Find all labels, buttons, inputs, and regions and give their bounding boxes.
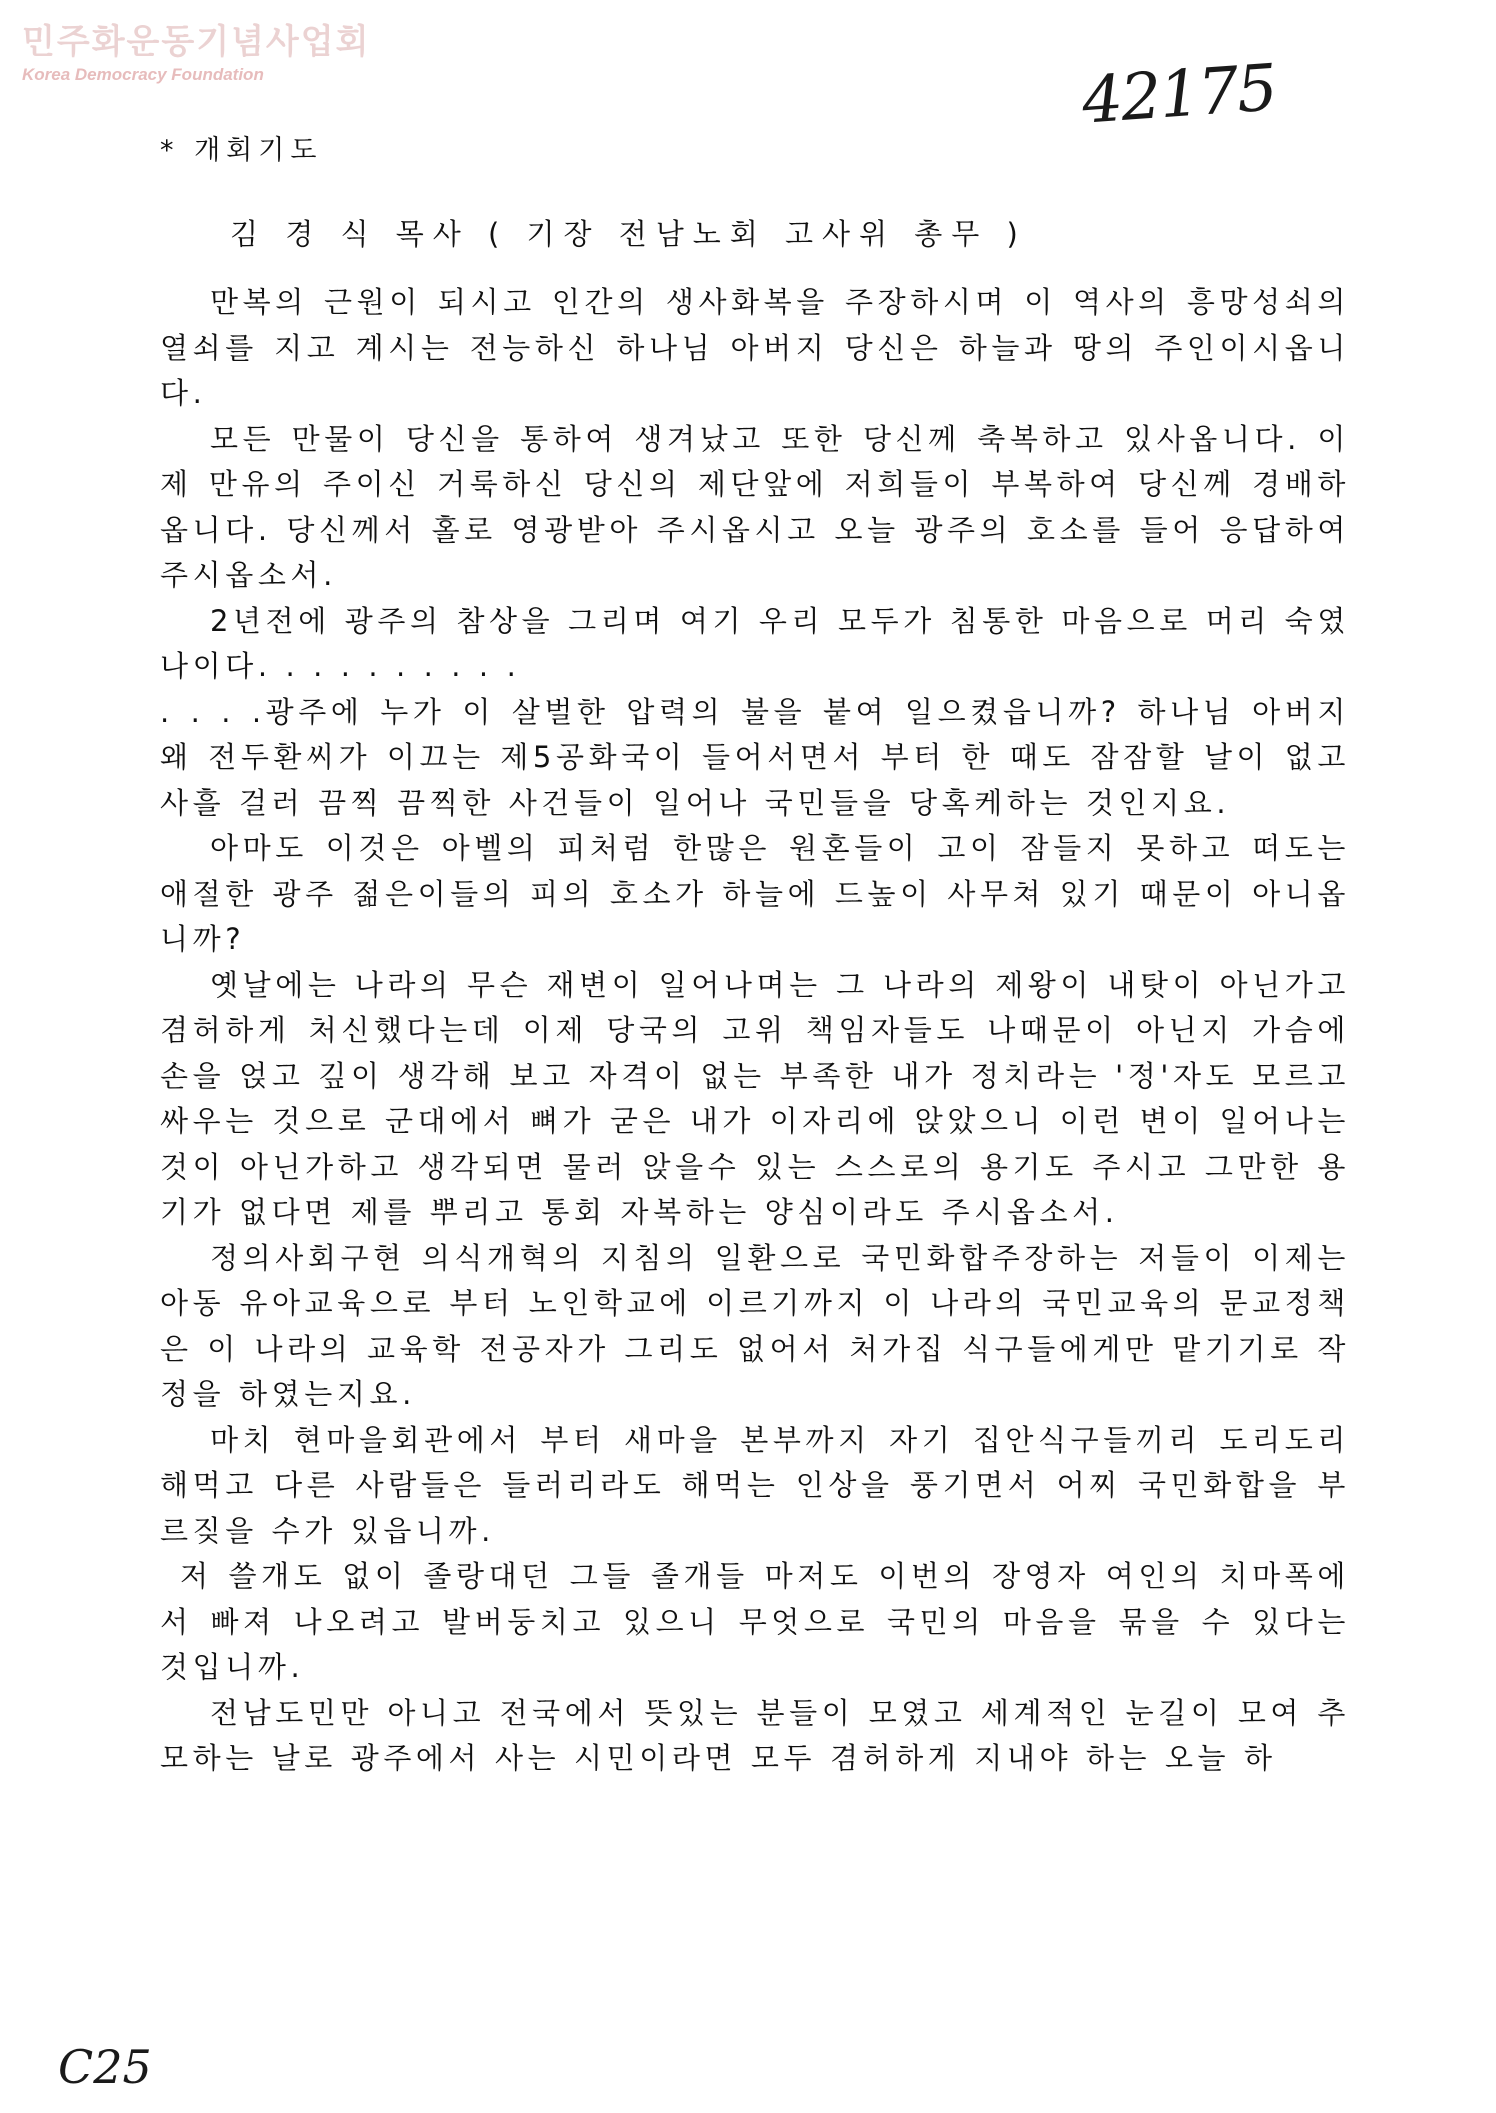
foundation-watermark [22, 22, 370, 86]
document-header [160, 128, 1027, 253]
prayer-body [160, 280, 1350, 1782]
paragraph: 아마도 이것은 아벨의 피처럼 한많은 원혼들이 고이 잠들지 못하고 떠도는 애절한 광주 젊은이들의 피의 호소가 하늘에 드높이 사무쳐 있기 때문이 아니옵니까? [160, 831, 1350, 956]
paragraph: 마치 현마을회관에서 부터 새마을 본부까지 자기 집안식구들끼리 도리도리 해먹고 다른 사람들은 들러리라도 해먹는 인상을 풍기면서 어찌 국민화합을 부르짖을 수가 있읍니까. [160, 1422, 1350, 1548]
paragraph: . . . .광주에 누가 이 살벌한 압력의 불을 붙여 일으켰읍니까? 하나님 아버지 왜 전두환씨가 이끄는 제5공화국이 들어서면서 부터 한 때도 잠잠할 날이 없고 사흘 걸러 끔찍 끔찍한 사건들이 일어나 국민들을 당혹케하는 것인지요. [160, 694, 1350, 820]
speaker-byline: 김 경 식 목사 ( 기장 전남노회 고사위 총무 ) [230, 217, 1027, 251]
paragraph: 전남도민만 아니고 전국에서 뜻있는 분들이 모였고 세계적인 눈길이 모여 추모하는 날로 광주에서 사는 시민이라면 모두 겸허하게 지내야 하는 오늘 하 [160, 1695, 1350, 1775]
handwritten-document-number: 42175 [1080, 51, 1279, 139]
paragraph: 옛날에는 나라의 무슨 재변이 일어나며는 그 나라의 제왕이 내탓이 아닌가고 겸허하게 처신했다는데 이제 당국의 고위 책임자들도 나때문이 아닌지 가슴에 손을 얹고 깊이 생각해 보고 자격이 없는 부족한 내가 정치라는 '정'자도 모르고 싸우는 것으로 군대에서 뼈가 굳은 내가 이자리에 앉았으니 이런 변이 일어나는 것이 아닌가하고 생각되면 물러 앉을수 있는 스스로의 용기도 주시고 그만한 용기가 없다면 제를 뿌리고 통회 자복하는 양심이라도 주시옵소서. [160, 967, 1350, 1229]
section-title: * 개회기도 [160, 135, 323, 166]
paragraph: 저 쓸개도 없이 졸랑대던 그들 졸개들 마저도 이번의 장영자 여인의 치마폭에서 빠져 나오려고 발버둥치고 있으니 무엇으로 국민의 마음을 묶을 수 있다는 것입니까. [160, 1559, 1350, 1684]
paragraph: 2년전에 광주의 참상을 그리며 여기 우리 모두가 침통한 마음으로 머리 숙였나이다. . . . . . . . . . [160, 603, 1350, 683]
watermark-korean: 민주화운동기념사업회 [22, 22, 371, 62]
handwritten-page-mark: C25 [58, 2040, 152, 2094]
watermark-english: Korea Democracy Foundation [22, 65, 264, 84]
paragraph: 정의사회구현 의식개혁의 지침의 일환으로 국민화합주장하는 저들이 이제는 아동 유아교육으로 부터 노인학교에 이르기까지 이 나라의 국민교육의 문교정책은 이 나라의 교육학 전공자가 그리도 없어서 처가집 식구들에게만 맡기기로 작정을 하였는지요. [160, 1240, 1350, 1411]
paragraph: 모든 만물이 당신을 통하여 생겨났고 또한 당신께 축복하고 있사옵니다. 이제 만유의 주이신 거룩하신 당신의 제단앞에 저희들이 부복하여 당신께 경배하옵니다. 당신께서 홀로 영광받아 주시옵시고 오늘 광주의 호소를 들어 응답하여 주시옵소서. [160, 421, 1350, 592]
paragraph: 만복의 근원이 되시고 인간의 생사화복을 주장하시며 이 역사의 흥망성쇠의 열쇠를 지고 계시는 전능하신 하나님 아버지 당신은 하늘과 땅의 주인이시옵니다. [160, 285, 1350, 410]
